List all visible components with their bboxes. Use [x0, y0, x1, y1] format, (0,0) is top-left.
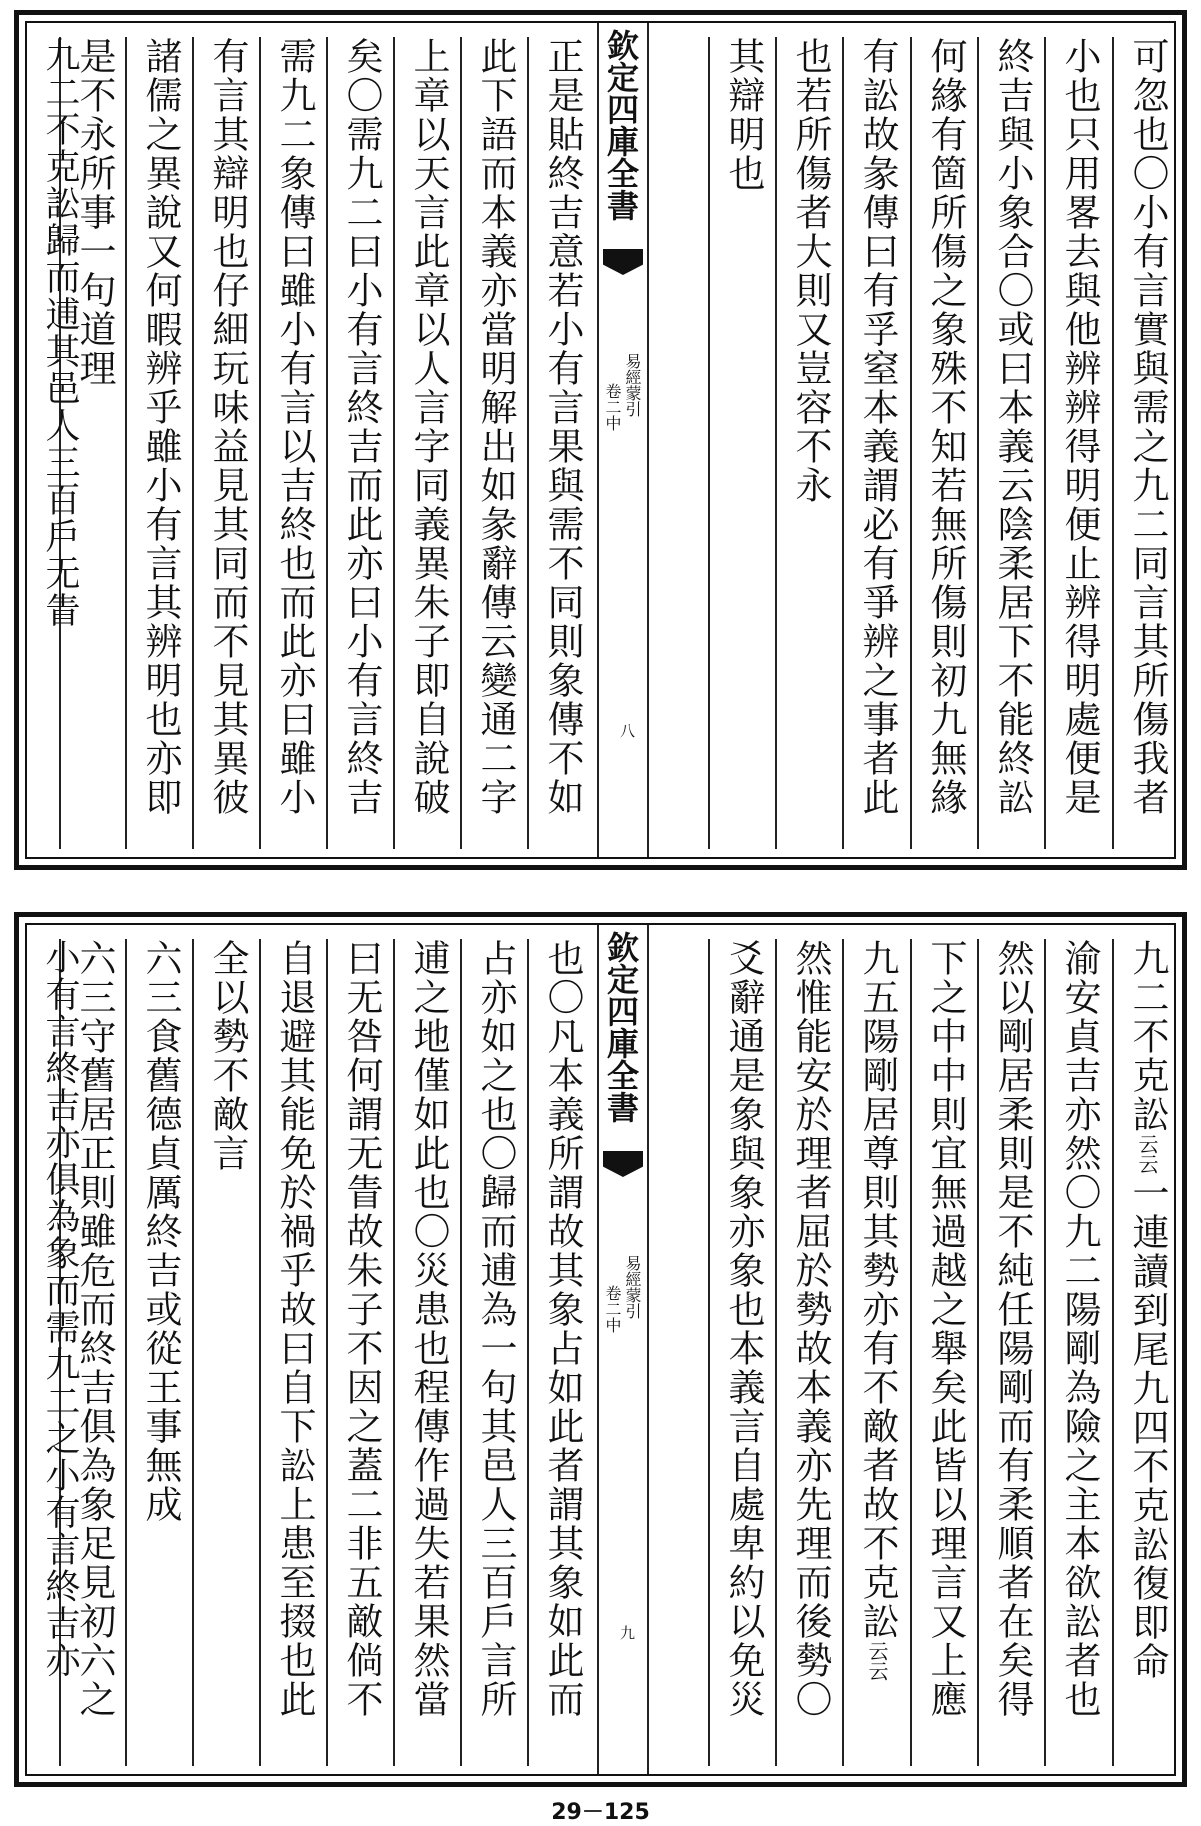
- center-spine: [597, 23, 649, 857]
- column-text: 何緣有箇所傷之象殊不知若無所傷則初九無緣: [924, 37, 967, 817]
- top-page: [14, 10, 1187, 870]
- text-column: [125, 939, 191, 1766]
- column-text: 然惟能安於理者屈於勢故本義亦先理而後勢〇: [789, 939, 832, 1719]
- annotation-note: 云云: [865, 1641, 889, 1681]
- column-text: 可忽也〇小有言實與需之九二同言其所傷我者: [1126, 37, 1169, 817]
- text-column: [527, 37, 593, 849]
- text-column: [910, 939, 976, 1766]
- book-title: 易經蒙引: [623, 353, 642, 417]
- text-column: [842, 37, 908, 849]
- text-column: [326, 37, 392, 849]
- column-text: 九二不克訟歸而逋其邑人三百戶无眚: [40, 37, 80, 629]
- text-column: [1112, 37, 1178, 849]
- column-text: 上章以天言此章以人言字同義異朱子即自說破: [407, 37, 450, 817]
- book-title: 易經蒙引: [623, 1255, 642, 1319]
- annotation-note: 云云: [1135, 1134, 1159, 1174]
- column-text: 諸儒之異說又何暇辨乎雖小有言其辨明也亦即: [139, 37, 182, 817]
- column-text: 六三食舊德貞厲終吉或從王事無成: [139, 939, 182, 1524]
- fishtail-mark: [603, 249, 643, 275]
- text-column: [910, 37, 976, 849]
- volume-label: 卷二中: [603, 383, 622, 431]
- fishtail-mark: [603, 1151, 643, 1177]
- column-text: 此下語而本義亦當明解出如彖辭傳云變通二字: [474, 37, 517, 817]
- column-text: 爻辭通是象與象亦象也本義言自處卑約以免災: [722, 939, 765, 1719]
- column-text: 也〇凡本義所謂故其象占如此者謂其象如此而: [541, 939, 584, 1719]
- text-column: [27, 37, 93, 849]
- column-text-part: 一連讀到尾九四不克訟復即命: [1126, 1174, 1169, 1681]
- text-column: [460, 37, 526, 849]
- column-text: 有言其辯明也仔細玩味益見其同而不見其異彼: [206, 37, 249, 817]
- column-text: 全以勢不敵言: [206, 939, 249, 1173]
- column-text: [1114, 939, 1180, 1766]
- text-column: [259, 37, 325, 849]
- volume-label: 卷二中: [603, 1285, 622, 1333]
- text-column: [192, 37, 258, 849]
- column-text: 小也只用畧去與他辨辨得明便止辨得明處便是: [1058, 37, 1101, 817]
- column-text: 需九二象傳曰雖小有言以吉終也而此亦曰雖小: [273, 37, 316, 817]
- text-column: [977, 939, 1043, 1766]
- top-page-frame: [25, 21, 1176, 859]
- column-text: 正是貼終吉意若小有言果與需不同則象傳不如: [541, 37, 584, 817]
- center-spine: [597, 925, 649, 1774]
- leaf-number: 九: [618, 1625, 636, 1640]
- column-text: 其辯明也: [722, 37, 765, 193]
- text-column: [1044, 37, 1110, 849]
- column-text: 六三守舊居正則雖危而終吉俱為象足見初六之: [73, 939, 116, 1719]
- text-column: [842, 939, 908, 1766]
- column-text-part: 九五陽剛居尊則其勢亦有不敵者故不克訟: [856, 939, 899, 1641]
- column-text-part: 九二不克訟: [1126, 939, 1169, 1134]
- bottom-page-frame: [25, 923, 1176, 1776]
- column-text: 終吉與小象合〇或曰本義云陰柔居下不能終訟: [991, 37, 1034, 817]
- text-column: [259, 939, 325, 1766]
- text-column: [27, 939, 93, 1766]
- column-text: 也若所傷者大則又豈容不永: [789, 37, 832, 505]
- bottom-page: [14, 912, 1187, 1787]
- text-column: [527, 939, 593, 1766]
- page-number-footer: 29－125: [551, 1800, 650, 1825]
- text-column: [1044, 939, 1110, 1766]
- text-column: [775, 939, 841, 1766]
- text-column: [192, 939, 258, 1766]
- column-text: 矣〇需九二曰小有言終吉而此亦曰小有言終吉: [340, 37, 383, 817]
- text-column: [393, 939, 459, 1766]
- text-column: [1112, 939, 1178, 1766]
- column-text: 渝安貞吉亦然〇九二陽剛為險之主本欲訟者也: [1058, 939, 1101, 1719]
- column-text: 占亦如之也〇歸而逋為一句其邑人三百戶言所: [474, 939, 517, 1719]
- spine-title: 欽定四庫全書: [602, 931, 640, 1123]
- text-column: [125, 37, 191, 849]
- text-column: [977, 37, 1043, 849]
- column-text: 是不永所事一句道理: [73, 37, 116, 388]
- text-column: [393, 37, 459, 849]
- column-text: [844, 939, 910, 1766]
- column-text: 逋之地僅如此也〇災患也程傳作過失若果然當: [407, 939, 450, 1719]
- text-column: [775, 37, 841, 849]
- column-text: 曰无咎何謂无眚故朱子不因之蓋二非五敵倘不: [340, 939, 383, 1719]
- column-text: 然以剛居柔則是不純任陽剛而有柔順者在矣得: [991, 939, 1034, 1719]
- spine-title: 欽定四庫全書: [602, 29, 640, 221]
- text-column: [326, 939, 392, 1766]
- leaf-number: 八: [618, 723, 636, 738]
- column-text: 自退避其能免於禍乎故曰自下訟上患至掇也此: [273, 939, 316, 1719]
- text-column: [708, 939, 774, 1766]
- column-text: 下之中中則宜無過越之舉矣此皆以理言又上應: [924, 939, 967, 1719]
- text-column: [708, 37, 774, 849]
- text-column: [460, 939, 526, 1766]
- column-text: 有訟故彖傳曰有孚窒本義謂必有爭辨之事者此: [856, 37, 899, 817]
- column-text: 小有言終吉亦俱為象而需九二之小有言終吉亦: [40, 939, 80, 1679]
